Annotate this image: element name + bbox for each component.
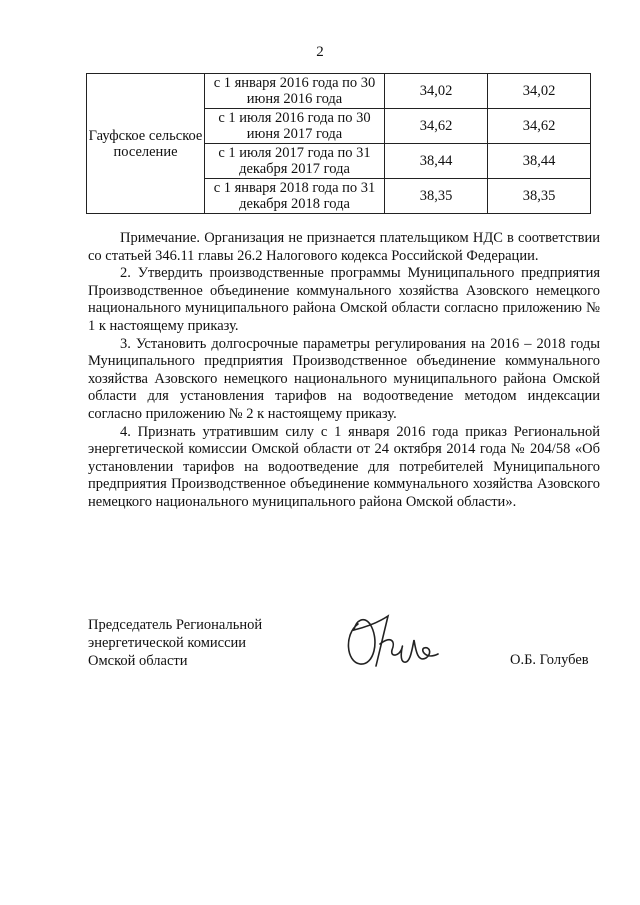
position-line: Председатель Региональной <box>88 617 263 633</box>
period-cell: с 1 января 2016 года по 30 июня 2016 года <box>205 74 385 109</box>
position-line: Омской области <box>88 653 188 669</box>
handwritten-signature <box>340 610 450 672</box>
item-paragraph-2: 2. Утвердить производственные программы Муниципального предприятия Производственное объединение коммунального хозяйства Азовского немецкого национального муниципального района Омской области согласно приложению № 1 к настоящему приказу. <box>88 265 600 334</box>
document-body <box>88 230 600 512</box>
value-cell: 38,35 <box>488 179 591 214</box>
value-cell: 38,44 <box>488 144 591 179</box>
item-paragraph-4: 4. Признать утратившим силу с 1 января 2016 года приказ Региональной энергетической комиссии Омской области от 24 октября 2014 года № 204/58 «Об установлении тарифов на водоотведение для потребителей Муниципального предприятия Производственное объединение коммунального хозяйства Азовского немецкого национального муниципального района Омской области». <box>88 423 600 510</box>
tariff-table <box>86 73 591 214</box>
item-paragraph-3: 3. Установить долгосрочные параметры регулирования на 2016 – 2018 годы Муниципального предприятия Производственное объединение коммунального хозяйства Азовского немецкого национального муниципального района Омской области для установления тарифов на водоотведение методом индексации согласно приложению № 2 к настоящему приказу. <box>88 335 600 422</box>
period-cell: с 1 июля 2016 года по 30 июня 2017 года <box>205 109 385 144</box>
signatory-position <box>88 616 262 670</box>
area-cell: Гауфское сельское поселение <box>87 74 205 214</box>
value-cell: 34,62 <box>488 109 591 144</box>
period-cell: с 1 января 2018 года по 31 декабря 2018 года <box>205 179 385 214</box>
period-cell: с 1 июля 2017 года по 31 декабря 2017 года <box>205 144 385 179</box>
signatory-name: О.Б. Голубев <box>510 652 589 668</box>
value-cell: 34,02 <box>385 74 488 109</box>
page-number: 2 <box>316 44 324 60</box>
value-cell: 34,02 <box>488 74 591 109</box>
position-line: энергетической комиссии <box>88 635 247 651</box>
value-cell: 34,62 <box>385 109 488 144</box>
note-paragraph: Примечание. Организация не признается плательщиком НДС в соответствии со статьей 346.11 главы 26.2 Налогового кодекса Российской Федерации. <box>88 230 600 264</box>
value-cell: 38,44 <box>385 144 488 179</box>
value-cell: 38,35 <box>385 179 488 214</box>
table-row <box>87 74 591 109</box>
